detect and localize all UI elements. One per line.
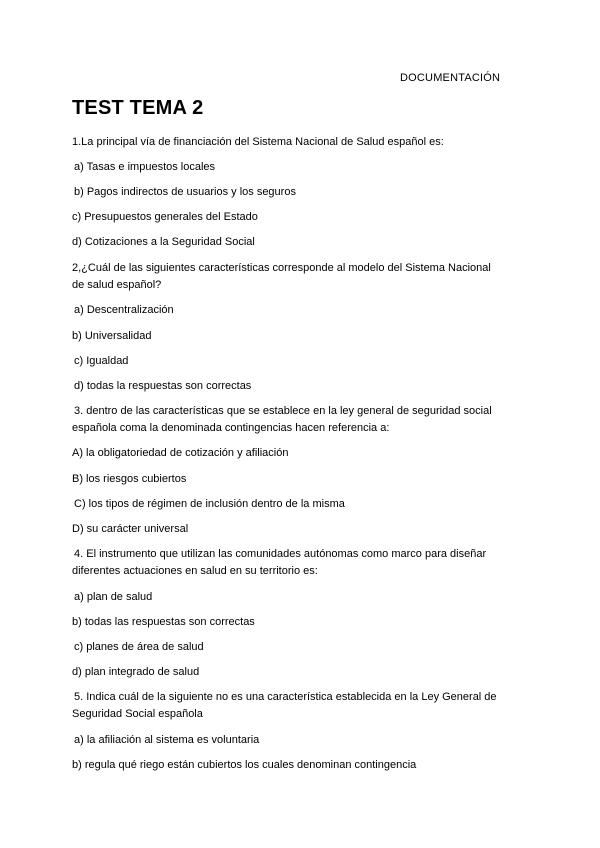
question-1-option-b: b) Pagos indirectos de usuarios y los seguros [74, 186, 296, 198]
page-title: TEST TEMA 2 [72, 97, 204, 119]
question-2-option-c: c) Igualdad [74, 355, 129, 367]
question-5-text-line-2: Seguridad Social española [72, 708, 203, 720]
question-3-option-b: B) los riesgos cubiertos [72, 473, 187, 485]
question-1-text: 1.La principal vía de financiación del Sistema Nacional de Salud español es: [72, 136, 444, 148]
header-label: DOCUMENTACIÓN [400, 72, 501, 84]
question-2-text-line-2: de salud español? [72, 279, 162, 291]
question-3-option-d: D) su carácter universal [72, 523, 189, 535]
question-5-option-a: a) la afiliación al sistema es voluntaria [74, 734, 260, 746]
question-4-option-b: b) todas las respuestas son correctas [72, 616, 255, 628]
question-1-option-d: d) Cotizaciones a la Seguridad Social [72, 236, 255, 248]
question-2-text-line-1: 2,¿Cuál de las siguientes características corresponde al modelo del Sistema Nacional [72, 262, 491, 274]
question-3-option-c: C) los tipos de régimen de inclusión dentro de la misma [74, 498, 345, 510]
question-1-option-c: c) Presupuestos generales del Estado [72, 211, 258, 223]
question-1-option-a: a) Tasas e impuestos locales [74, 161, 216, 173]
question-5-option-b: b) regula qué riego están cubiertos los cuales denominan contingencia [72, 759, 417, 771]
question-5-text-line-1: 5. Indica cuál de la siguiente no es una característica establecida en la Ley General de [74, 691, 497, 703]
question-3-option-a: A) la obligatoriedad de cotización y afiliación [72, 447, 289, 459]
question-4-option-a: a) plan de salud [74, 591, 153, 603]
question-4-option-c: c) planes de área de salud [74, 641, 204, 653]
question-4-option-d: d) plan integrado de salud [72, 666, 200, 678]
question-2-option-d: d) todas la respuestas son correctas [74, 380, 252, 392]
question-2-option-b: b) Universalidad [72, 330, 152, 342]
question-3-text-line-1: 3. dentro de las características que se establece en la ley general de seguridad social [74, 405, 492, 417]
question-2-option-a: a) Descentralización [74, 304, 174, 316]
question-4-text-line-1: 4. El instrumento que utilizan las comunidades autónomas como marco para diseñar [74, 548, 487, 560]
question-3-text-line-2: española coma la denominada contingencias hacen referencia a: [72, 422, 390, 434]
question-4-text-line-2: diferentes actuaciones en salud en su territorio es: [72, 565, 318, 577]
